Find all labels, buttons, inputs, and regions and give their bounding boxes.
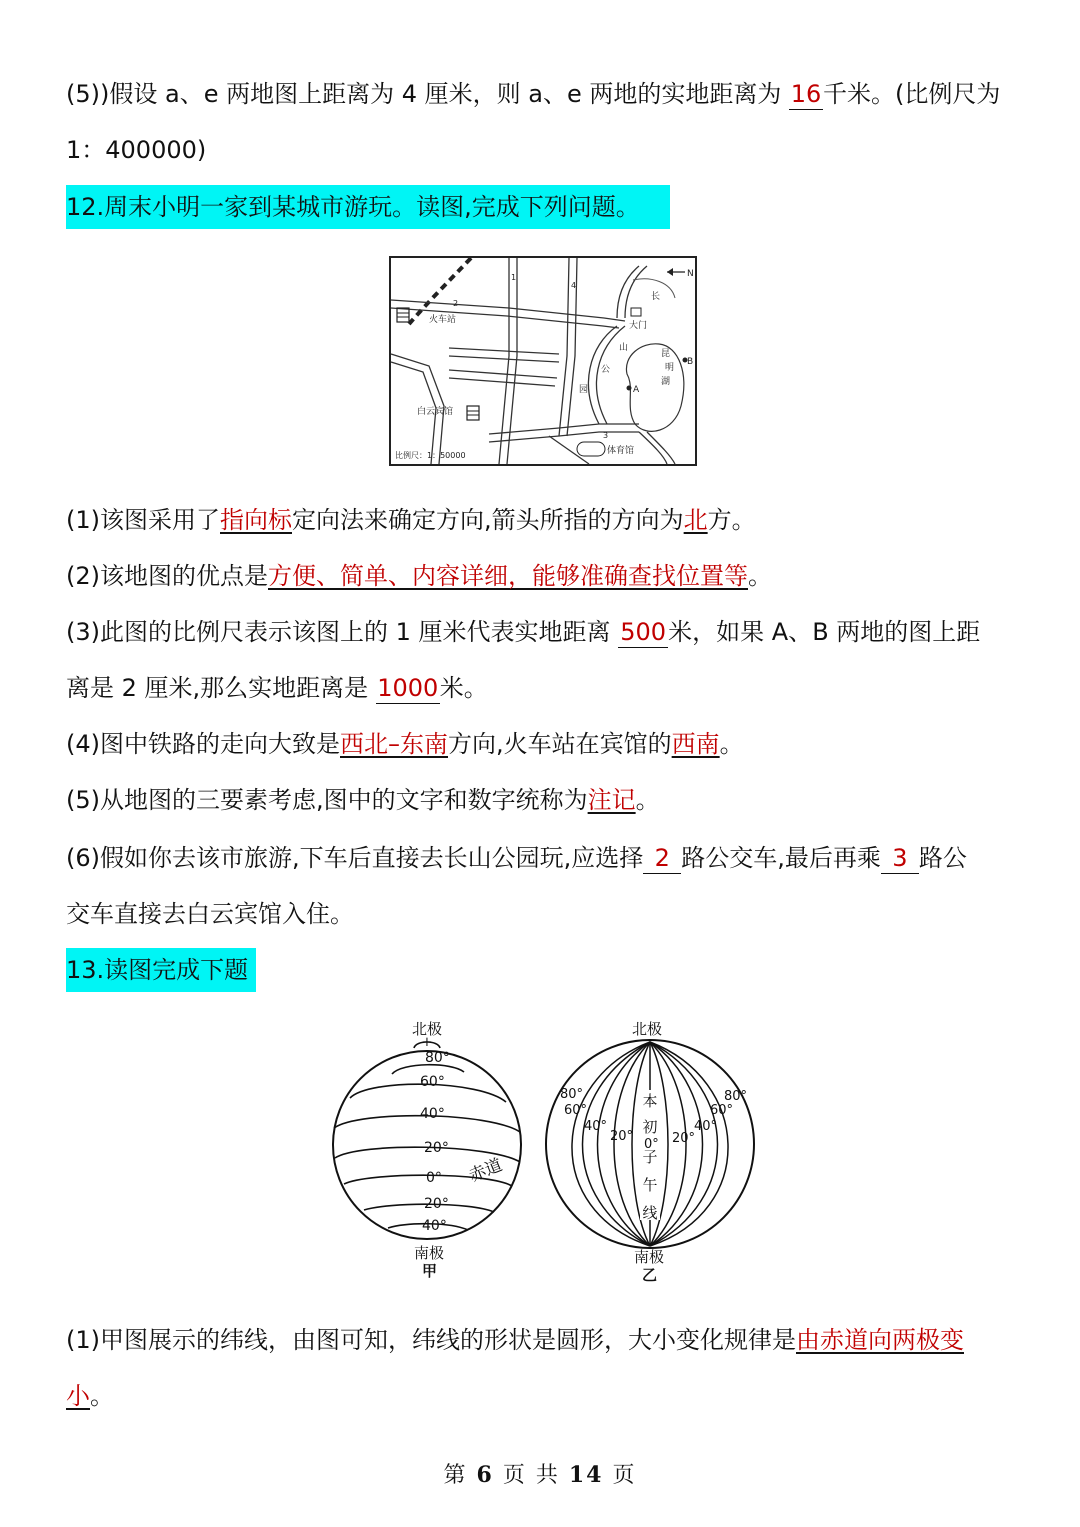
map-label-park-1: 长 [651,292,661,302]
globe-jia-lat-40: 40° [420,1106,445,1122]
map-scale-label: 比例尺：1：50000 [395,451,466,460]
globe-yi-caption: 乙 [642,1266,658,1284]
globe-jia [333,1020,521,1280]
globes-figure [330,1010,770,1290]
lon-w-80: 80° [560,1087,584,1102]
globe-jia-lat-60: 60° [420,1074,445,1090]
page-number: 6 [476,1462,494,1488]
globe-jia-north: 北极 [412,1020,443,1038]
page-footer: 第 6 页 共 14 页 [443,1462,637,1488]
q12-s3-line2: 离是 2 厘米,那么实地距离是 1000米。 [66,674,488,702]
q12-s6-answer2: 3 [881,843,919,874]
globe-jia-lat-0: 0° [426,1170,442,1186]
map-label-park-4: 园 [579,385,589,395]
q12-s4-answer1: 西北–东南 [340,730,448,758]
q12-s5: (5)从地图的三要素考虑,图中的文字和数字统称为注记。 [66,786,660,814]
meridian-char-1: 本 [642,1092,658,1110]
globe-jia-caption: 甲 [422,1262,438,1280]
city-map [389,256,697,466]
map-route-3: 3 [603,431,609,440]
total-pages: 14 [568,1462,604,1488]
meridian-char-3: 子 [642,1148,658,1166]
q12-s3-answer1: 500 [618,617,668,648]
q13-title: 13.读图完成下题 [66,948,256,992]
meridian-char-5: 线 [642,1204,658,1222]
q12-s5-answer: 注记 [587,786,636,814]
map-north-label: N [687,269,694,279]
q12-title: 12.周末小明一家到某城市游玩。读图,完成下列问题。 [66,185,670,229]
q12-s1: (1)该图采用了指向标定向法来确定方向,箭头所指的方向为北方。 [66,506,756,534]
svg-text:+: + [644,1037,656,1052]
q12-s1-answer1: 指向标 [220,506,292,534]
q13-s1-answer-a: 由赤道向两极变 [796,1326,964,1354]
globe-jia-south: 南极 [414,1244,445,1262]
globe-jia-lat-80: 80° [425,1050,450,1066]
lon-e-40: 40° [694,1119,718,1134]
lon-e-60: 60° [710,1103,734,1118]
lon-w-60: 60° [564,1103,588,1118]
lon-e-80: 80° [724,1089,748,1104]
map-label-lake-1: 昆 [661,349,671,359]
q12-s4: (4)图中铁路的走向大致是西北–东南方向,火车站在宾馆的西南。 [66,730,744,758]
q12-s3-answer2: 1000 [377,674,439,702]
q11-5-line2: 1：400000) [66,136,207,164]
meridian-char-2: 初 [642,1118,658,1136]
q12-s2: (2)该地图的优点是方便、简单、内容详细，能够准确查找位置等。 [66,562,772,590]
map-route-2: 2 [453,299,459,308]
map-route-4: 4 [571,281,577,290]
svg-text:+: + [421,1035,433,1050]
map-label-lake-3: 湖 [661,377,671,387]
globe-jia-lat-40s: 40° [422,1218,447,1234]
q13-s1-line2: 小。 [66,1382,114,1410]
q12-s3-line1: (3)此图的比例尺表示该图上的 1 厘米代表实地距离 500米，如果 A、B 两地的图上距 [66,618,981,646]
q12-s2-answer: 方便、简单、内容详细，能够准确查找位置等 [268,562,748,590]
globe-yi [546,1020,754,1284]
q13-s1-line1: (1)甲图展示的纬线，由图可知，纬线的形状是圆形，大小变化规律是由赤道向两极变 [66,1326,964,1354]
q12-s4-answer2: 西南 [671,730,720,758]
lon-e-20: 20° [672,1131,696,1146]
lon-w-20: 20° [610,1129,634,1144]
map-label-hotel: 白云宾馆 [417,407,454,417]
globe-jia-lat-20n: 20° [424,1140,449,1156]
globe-jia-lat-20s: 20° [424,1196,449,1212]
globe-yi-south: 南极 [634,1248,665,1266]
q12-s1-answer2: 北 [683,506,708,534]
q11-5-line1: (5))假设 a、e 两地图上距离为 4 厘米，则 a、e 两地的实地距离为 16千米。(比例尺为 [66,80,1001,108]
map-route-1: 1 [511,273,517,282]
q13-s1-answer-b: 小 [66,1382,90,1410]
q12-s6-line2: 交车直接去白云宾馆入住。 [66,900,354,928]
lon-zero: 0° [644,1137,659,1152]
map-label-point-b: B [687,357,694,367]
map-label-point-a: A [633,385,640,395]
map-label-gate: 大门 [629,321,648,331]
lon-w-40: 40° [584,1119,608,1134]
map-label-park-2: 山 [619,343,629,353]
meridian-char-4: 午 [642,1176,658,1194]
q12-s6-line1: (6)假如你去该市旅游,下车后直接去长山公园玩,应选择 2 路公交车,最后再乘 3 路公 [66,844,967,872]
globe-jia-equator-label: 赤道 [466,1155,506,1187]
map-label-train-station: 火车站 [429,315,457,325]
map-label-lake-2: 明 [665,363,675,373]
q12-s6-answer1: 2 [643,843,681,874]
map-label-park-3: 公 [601,365,611,375]
globe-yi-north: 北极 [632,1020,663,1038]
map-label-gym: 体育馆 [607,446,635,456]
q11-5-answer: 16 [790,80,822,108]
